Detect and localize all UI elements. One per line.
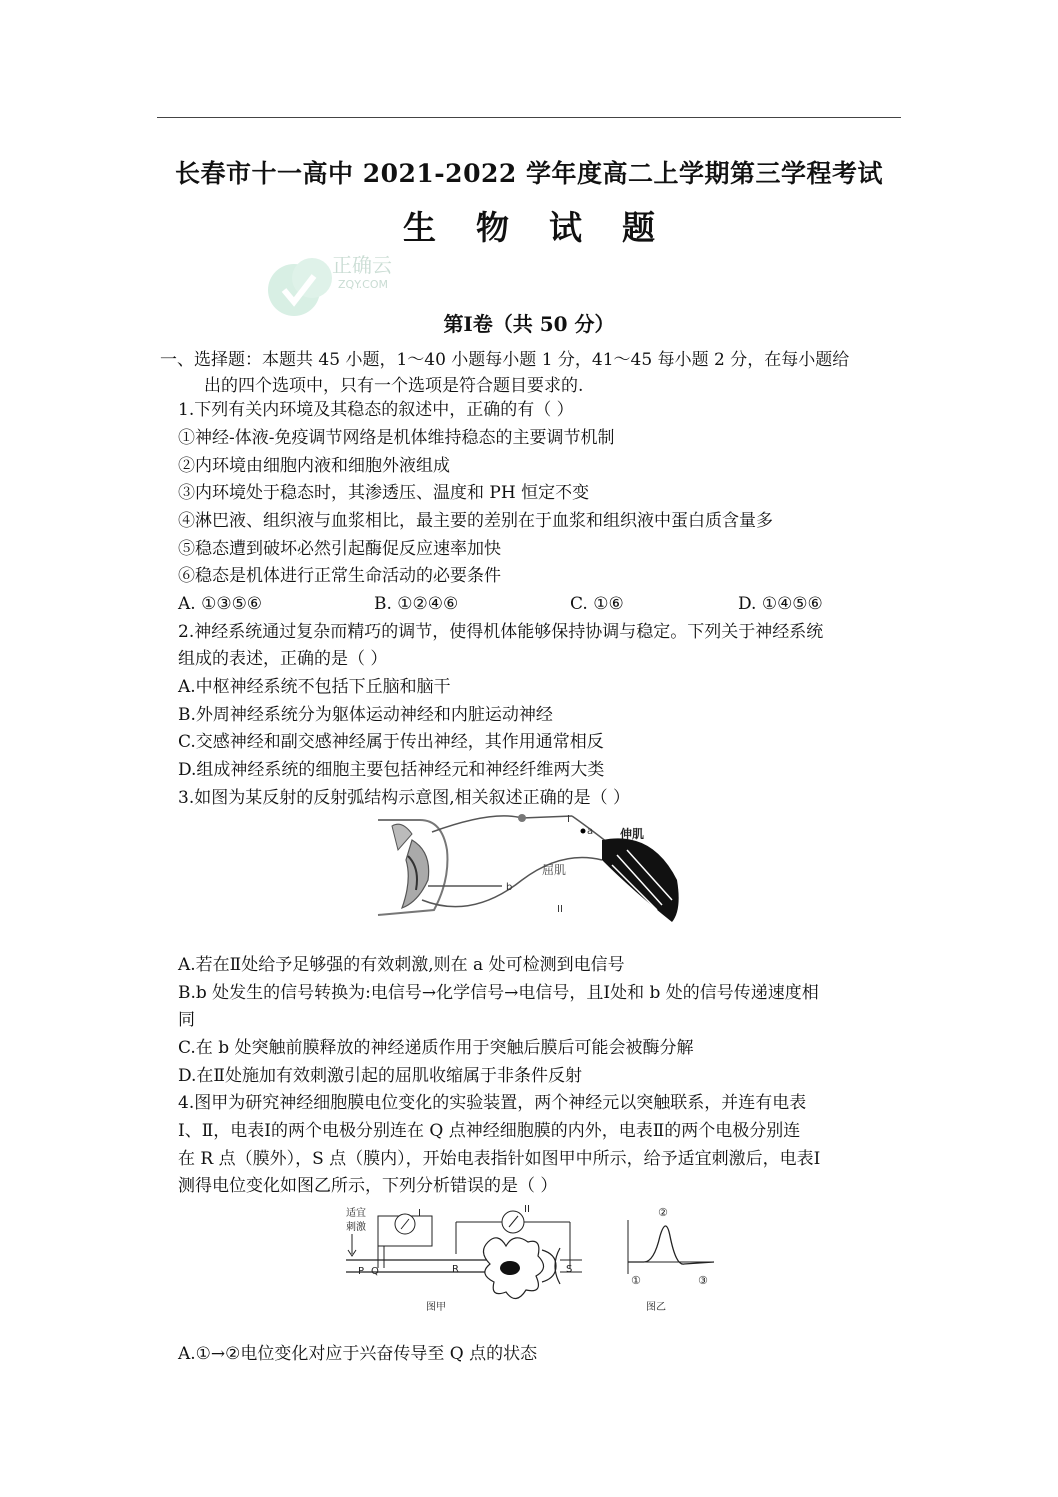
q4-stem-4: 测得电位变化如图乙所示，下列分析错误的是（ ）	[178, 1176, 558, 1196]
watermark-en: ZQY.COM	[338, 278, 389, 291]
q3-option-d: D.在Ⅱ处施加有效刺激引起的屈肌收缩属于非条件反射	[178, 1066, 582, 1086]
q1-option-b: B. ①②④⑥	[374, 594, 459, 614]
q2-option-a: A.中枢神经系统不包括下丘脑和脑干	[178, 677, 451, 697]
q1-stem: 1.下列有关内环境及其稳态的叙述中，正确的有（ ）	[178, 400, 574, 420]
subject-title: 生物试题	[403, 208, 695, 247]
q1-option-a: A. ①③⑤⑥	[178, 594, 263, 614]
q1-item: ⑥稳态是机体进行正常生命活动的必要条件	[178, 566, 501, 586]
label-pt-3: ③	[698, 1274, 708, 1287]
label-pt-1: ①	[631, 1274, 641, 1287]
q4-stem-2: Ⅰ、Ⅱ，电表Ⅰ的两个电极分别连在 Q 点神经细胞膜的内外，电表Ⅱ的两个电极分别连	[178, 1121, 801, 1141]
q2-stem-2: 组成的表述，正确的是（ ）	[178, 649, 388, 669]
reflex-arc-figure	[372, 810, 692, 934]
school-title: 长春市十一高中 2021-2022 学年度高二上学期第三学程考试	[175, 159, 883, 188]
label-flexor: 屈肌	[542, 863, 567, 877]
q2-stem-1: 2.神经系统通过复杂而精巧的调节，使得机体能够保持协调与稳定。下列关于神经系统	[178, 622, 824, 642]
label-stim-1: 适宜	[346, 1208, 366, 1219]
q3-option-b-2: 同	[178, 1010, 195, 1030]
q2-option-b: B.外周神经系统分为躯体运动神经和内脏运动神经	[178, 705, 553, 725]
q1-option-c: C. ①⑥	[570, 594, 624, 614]
watermark-cn: 正确云	[332, 253, 392, 277]
electrode-figure	[338, 1202, 728, 1321]
q1-option-d: D. ①④⑤⑥	[738, 594, 823, 614]
label-fig-jia: 图甲	[426, 1302, 446, 1313]
label-I: I	[567, 814, 570, 825]
label-R: R	[452, 1264, 459, 1275]
q2-option-c: C.交感神经和副交感神经属于传出神经，其作用通常相反	[178, 732, 604, 752]
label-b: b	[506, 882, 513, 893]
q3-option-a: A.若在Ⅱ处给予足够强的有效刺激,则在 a 处可检测到电信号	[178, 955, 625, 975]
label-Q: Q	[371, 1266, 379, 1277]
q4-stem-3: 在 R 点（膜外），S 点（膜内），开始电表指针如图甲中所示，给予适宜刺激后，电表Ⅰ	[178, 1149, 821, 1169]
q1-item: ①神经-体液-免疫调节网络是机体维持稳态的主要调节机制	[178, 428, 615, 448]
q2-option-d: D.组成神经系统的细胞主要包括神经元和神经纤维两大类	[178, 760, 605, 780]
q3-stem: 3.如图为某反射的反射弧结构示意图,相关叙述正确的是（ ）	[178, 788, 631, 808]
q1-item: ⑤稳态遭到破坏必然引起酶促反应速率加快	[178, 539, 501, 559]
label-extensor: 伸肌	[620, 827, 645, 841]
q1-item: ④淋巴液、组织液与血浆相比，最主要的差别在于血浆和组织液中蛋白质含量多	[178, 511, 773, 531]
label-stim-2: 刺激	[346, 1222, 366, 1233]
q4-stem-1: 4.图甲为研究神经细胞膜电位变化的实验装置，两个神经元以突触联系，并连有电表	[178, 1093, 807, 1113]
label-P: P	[358, 1266, 365, 1277]
top-rule	[157, 117, 901, 118]
q1-item: ②内环境由细胞内液和细胞外液组成	[178, 456, 450, 476]
q3-option-b-1: B.b 处发生的信号转换为:电信号→化学信号→电信号，且Ⅰ处和 b 处的信号传递速度相	[178, 983, 819, 1003]
label-meter-II: II	[524, 1204, 530, 1215]
section-title: 第Ⅰ卷（共 50 分）	[443, 312, 615, 336]
q1-item: ③内环境处于稳态时，其渗透压、温度和 PH 恒定不变	[178, 483, 590, 503]
q4-option-a: A.①→②电位变化对应于兴奋传导至 Q 点的状态	[178, 1344, 538, 1364]
q3-option-c: C.在 b 处突触前膜释放的神经递质作用于突触后膜后可能会被酶分解	[178, 1038, 694, 1058]
label-II: II	[557, 904, 563, 915]
instructions-line-2: 出的四个选项中，只有一个选项是符合题目要求的.	[204, 376, 584, 396]
label-a: a	[587, 826, 594, 837]
label-meter-I: I	[418, 1208, 421, 1219]
instructions-line-1: 一、选择题：本题共 45 小题，1～40 小题每小题 1 分，41～45 每小题 2 分，在每小题给	[160, 350, 850, 370]
label-pt-2: ②	[658, 1206, 668, 1219]
label-S: S	[566, 1264, 573, 1275]
label-fig-yi: 图乙	[646, 1302, 666, 1313]
